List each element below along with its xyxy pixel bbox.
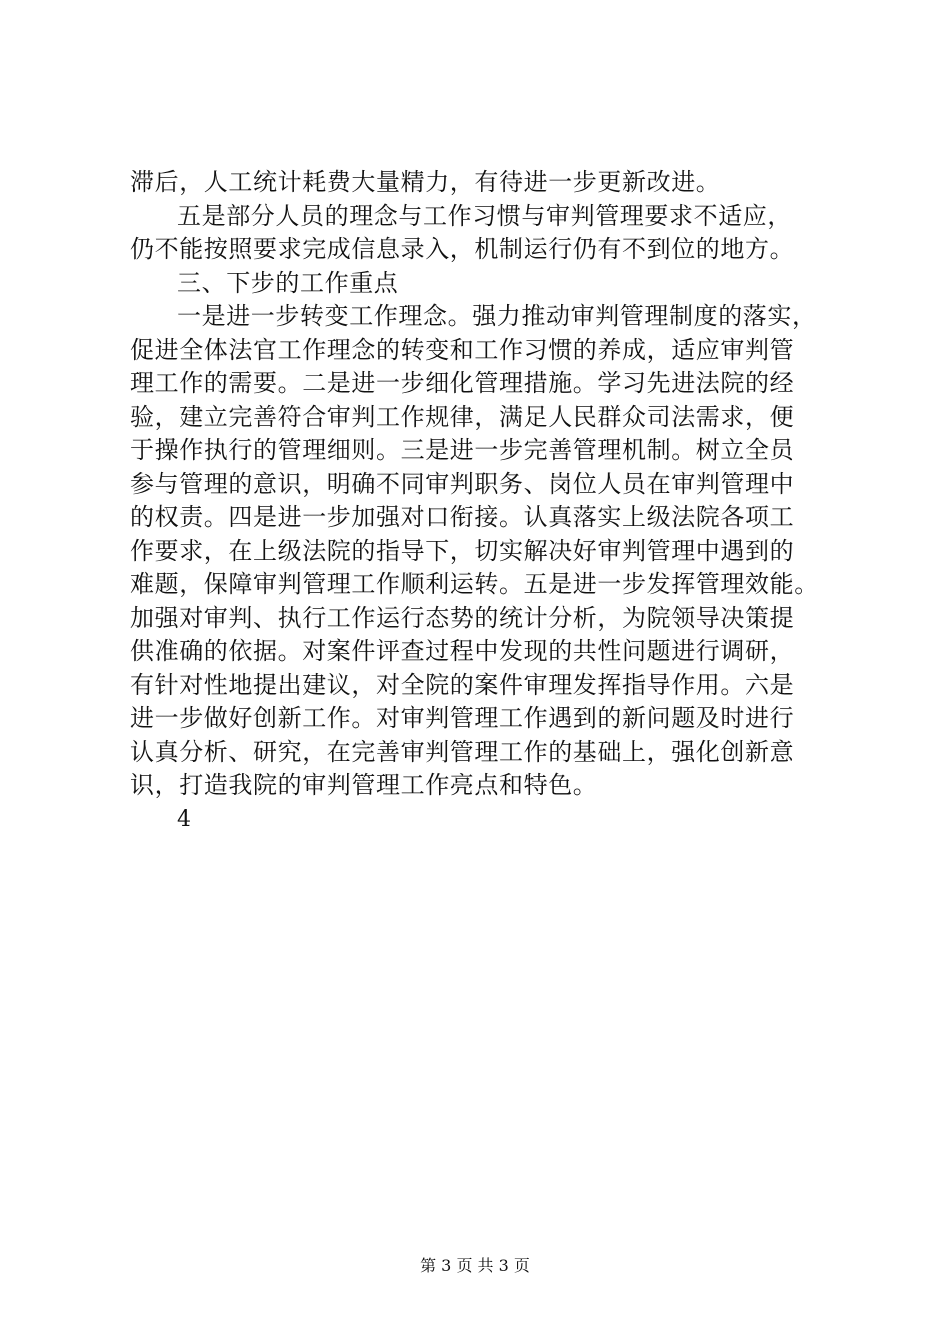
text-line: 加强对审判、执行工作运行态势的统计分析，为院领导决策提 bbox=[130, 603, 795, 632]
section-heading: 三、下步的工作重点 bbox=[177, 268, 399, 297]
text-line: 有针对性地提出建议，对全院的案件审理发挥指导作用。六是 bbox=[130, 670, 795, 699]
text-line: 参与管理的意识，明确不同审判职务、岗位人员在审判管理中 bbox=[130, 469, 795, 498]
text-line: 理工作的需要。二是进一步细化管理措施。学习先进法院的经 bbox=[130, 369, 795, 397]
text-line: 的权责。四是进一步加强对口衔接。认真落实上级法院各项工 bbox=[130, 503, 795, 531]
text-line: 验，建立完善符合审判工作规律，满足人民群众司法需求，便 bbox=[130, 402, 795, 431]
text-line: 进一步做好创新工作。对审判管理工作遇到的新问题及时进行 bbox=[130, 704, 795, 732]
document-body bbox=[130, 166, 830, 836]
text-line: 滞后，人工统计耗费大量精力，有待进一步更新改进。 bbox=[130, 168, 721, 196]
text-line: 于操作执行的管理细则。三是进一步完善管理机制。树立全员 bbox=[130, 436, 795, 464]
text-line: 作要求，在上级法院的指导下，切实解决好审判管理中遇到的 bbox=[130, 536, 795, 565]
page-footer: 第 3 页 共 3 页 bbox=[420, 1256, 530, 1275]
text-line: 识，打造我院的审判管理工作亮点和特色。 bbox=[130, 771, 598, 799]
text-line: 难题，保障审判管理工作顺利运转。五是进一步发挥管理效能。 bbox=[130, 570, 819, 598]
text-line: 一是进一步转变工作理念。强力推动审判管理制度的落实， bbox=[177, 302, 817, 330]
text-line: 认真分析、研究，在完善审判管理工作的基础上，强化创新意 bbox=[130, 737, 795, 766]
text-line: 五是部分人员的理念与工作习惯与审判管理要求不适应， bbox=[177, 201, 792, 230]
inline-page-number: 4 bbox=[177, 806, 192, 832]
text-line: 仍不能按照要求完成信息录入，机制运行仍有不到位的地方。 bbox=[130, 235, 795, 263]
text-line: 供准确的依据。对案件评查过程中发现的共性问题进行调研， bbox=[130, 637, 795, 665]
text-line: 促进全体法官工作理念的转变和工作习惯的养成，适应审判管 bbox=[130, 335, 795, 364]
